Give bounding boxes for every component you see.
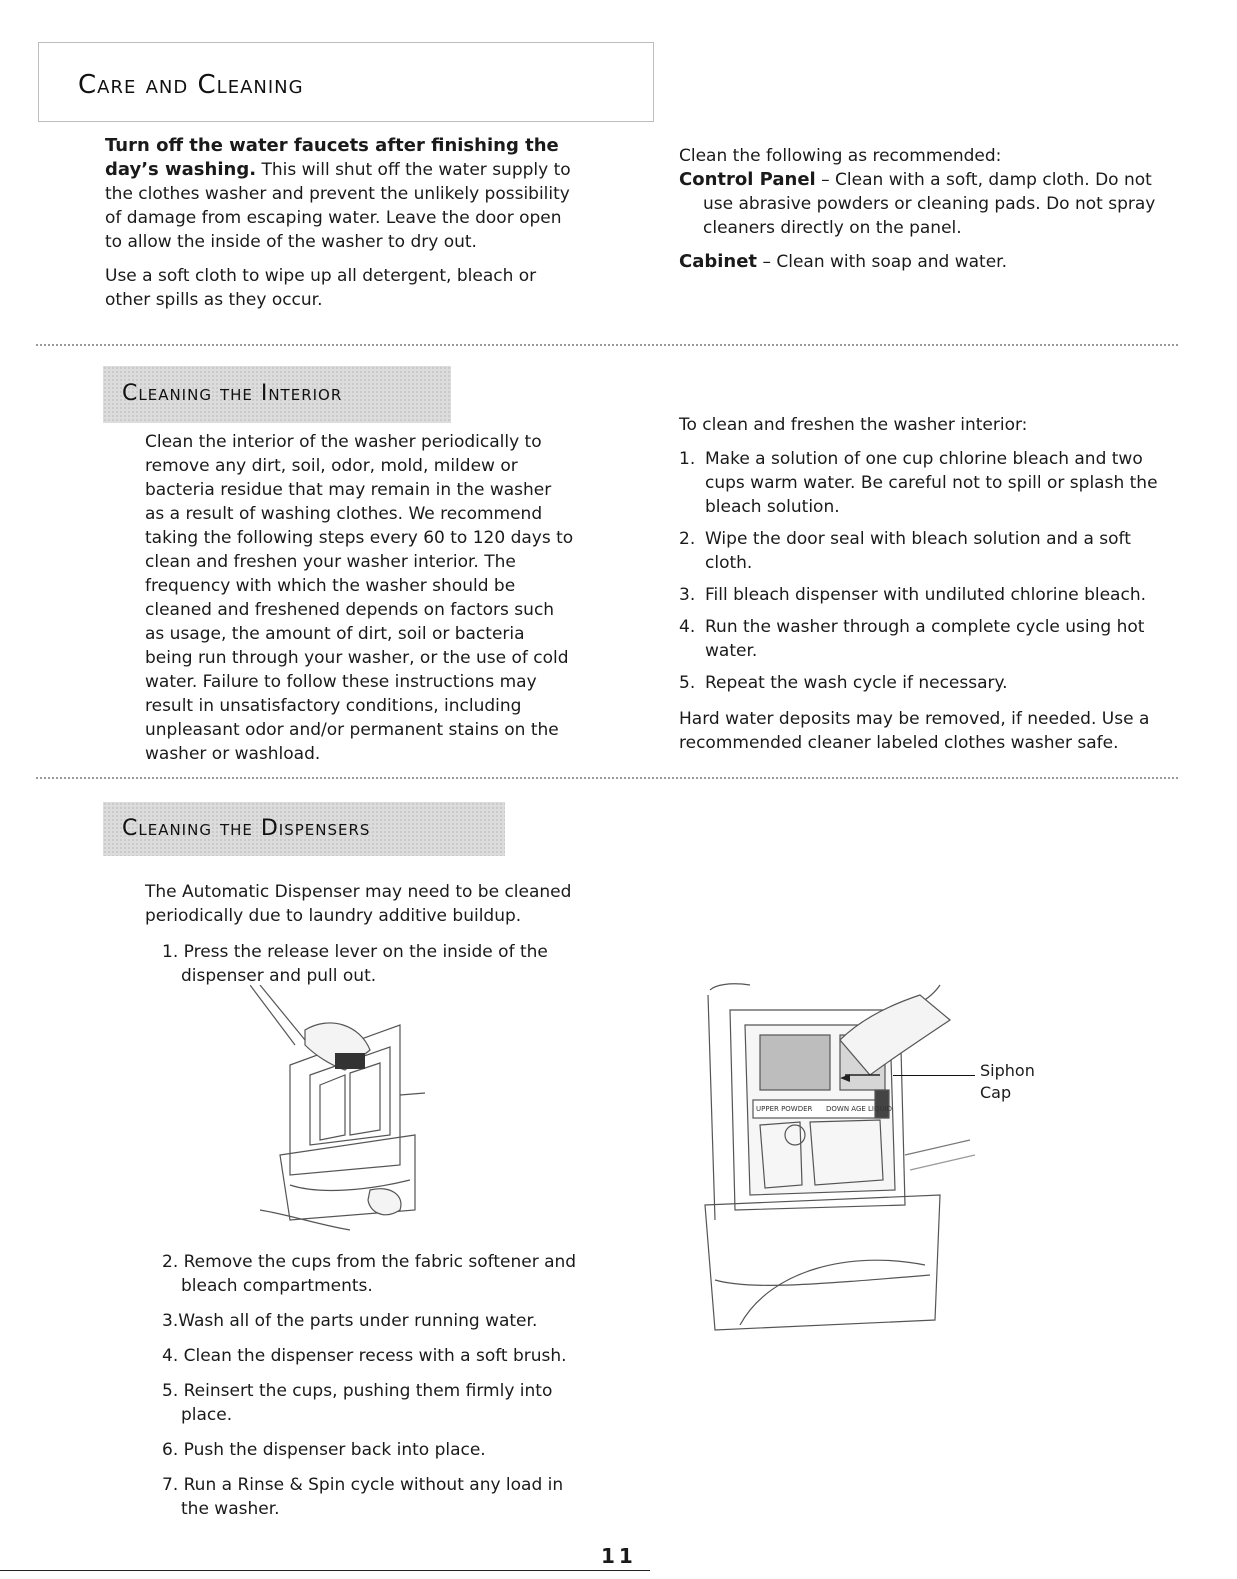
section-divider [36,777,1178,779]
hard-water-note: Hard water deposits may be removed, if needed. Use a recommended cleaner labeled clothes washer safe. [679,709,1150,753]
dispensers-steps [162,1250,582,1521]
list-item: 6. Push the dispenser back into place. [162,1440,486,1460]
interior-description [145,430,575,766]
drawer-label-upper: UPPER POWDER [756,1105,813,1113]
page-title: Care and Cleaning [78,70,304,100]
list-item [679,615,1174,663]
step-text: Repeat the wash cycle if necessary. [705,673,1008,693]
step-number: 1. [679,449,696,469]
list-item [679,671,1174,695]
list-item [679,447,1174,519]
control-panel-term: Control Panel [679,169,816,190]
step-number: 5. [679,673,696,693]
list-item: 2. Remove the cups from the fabric softener and bleach compartments. [162,1252,577,1296]
control-panel-text: – Clean with a soft, damp cloth. Do not use abrasive powders or cleaning pads. Do not spray cleaners directly on the panel. [703,170,1156,238]
dispensers-heading: Cleaning the Dispensers [122,816,371,841]
recommended-control-panel [679,168,1169,240]
list-item [679,583,1174,607]
step-number: 3. [679,585,696,605]
interior-steps-lead: To clean and freshen the washer interior: [679,415,1028,435]
step-text: Run the washer through a complete cycle using hot water. [705,617,1145,661]
step-text: Fill bleach dispenser with undiluted chlorine bleach. [705,585,1146,605]
interior-paragraph: Clean the interior of the washer periodically to remove any dirt, soil, odor, mold, mildew or bacteria residue that may remain in the washer as a result of washing clothes. We recommend taking the following steps every 60 to 120 days to clean and freshen your washer interior. The frequency with which the washer should be cleaned and freshened depends on factors such as usage, the amount of dirt, soil or bacteria being run through your washer, or the use of cold water. Failure to follow these instructions may result in unsatisfactory conditions, including unpleasant odor and/or permanent stains on the washer or washload. [145,432,574,764]
list-item: 7. Run a Rinse & Spin cycle without any load in the washer. [162,1475,564,1519]
siphon-cap-leader-line [893,1075,975,1076]
cabinet-term: Cabinet [679,251,758,272]
step-number: 4. [679,617,696,637]
recommended-section [679,144,1169,274]
cabinet-text: – Clean with soap and water. [757,252,1008,272]
step-text: 1. Press the release lever on the inside of the dispenser and pull out. [162,942,548,986]
dispensers-intro-paragraph: The Automatic Dispenser may need to be cleaned periodically due to laundry additive buildup. [145,882,572,926]
recommended-cabinet [679,250,1169,274]
dispenser-pullout-illustration [250,985,440,1235]
interior-heading: Cleaning the Interior [122,381,343,406]
drawer-label-lower: DOWN AGE LIQUID [826,1105,893,1113]
step-text: Make a solution of one cup chlorine bleach and two cups warm water. Be careful not to spill or splash the bleach solution. [705,449,1158,517]
interior-steps-list [679,447,1174,695]
step-text: Wipe the door seal with bleach solution and a soft cloth. [705,529,1131,573]
intro-bold-lead: Turn off the water faucets after finishing the day’s washing. [105,135,559,180]
list-item [679,527,1174,575]
list-item: 4. Clean the dispenser recess with a soft brush. [162,1346,567,1366]
intro-section [105,134,583,312]
list-item: 5. Reinsert the cups, pushing them firmly into place. [162,1381,553,1425]
step-number: 2. [679,529,696,549]
section-divider [36,344,1178,346]
bottom-rule [0,1570,650,1571]
interior-steps-section [679,413,1174,755]
intro-spills-paragraph: Use a soft cloth to wipe up all detergent, bleach or other spills as they occur. [105,266,537,310]
siphon-cap-illustration [690,980,980,1360]
siphon-label-line2: Cap [980,1083,1012,1102]
siphon-label-line1: Siphon [980,1061,1035,1080]
recommended-lead: Clean the following as recommended: [679,146,1002,166]
list-item: 3.Wash all of the parts under running water. [162,1311,538,1331]
siphon-cap-label [980,1060,1035,1104]
page-number: 11 [601,1544,637,1568]
intro-text: This will shut off the water supply to the clothes washer and prevent the unlikely possibility of damage from escaping water. Leave the door open to allow the inside of the washer to dry out. [105,160,571,252]
dispensers-intro [145,880,575,928]
dispensers-step-1 [162,940,552,988]
intro-paragraph [105,134,583,254]
